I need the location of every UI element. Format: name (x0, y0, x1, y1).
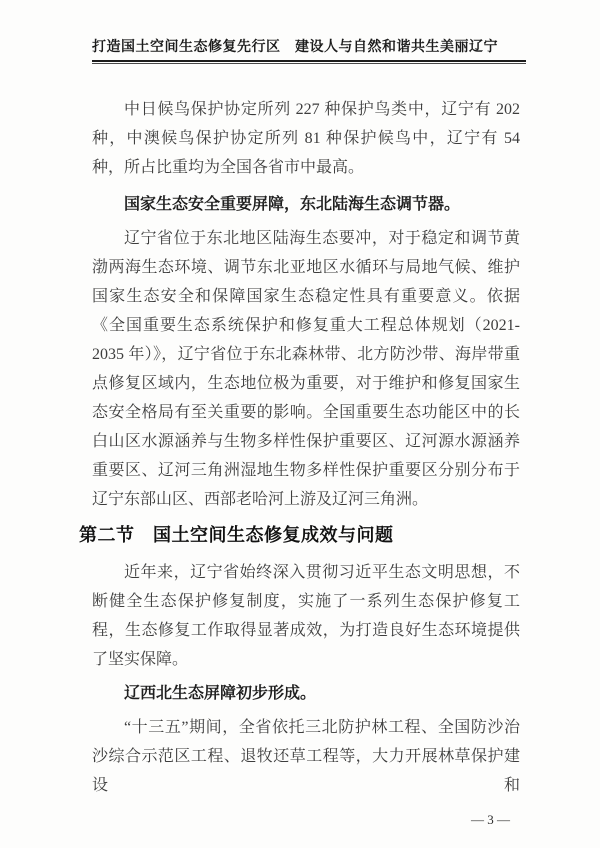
paragraph-recent-years-achievements: 近年来，辽宁省始终深入贯彻习近平生态文明思想，不断健全生态保护修复制度，实施了一系列生态保护修复工程，生态修复工作取得显著成效，为打造良好生态环境提供了坚实保障。 (92, 564, 520, 668)
running-header-title: 打造国土空间生态修复先行区 建设人与自然和谐共生美丽辽宁 (92, 38, 498, 54)
header-rule-thin-line (92, 63, 526, 64)
paragraph-migratory-birds: 中日候鸟保护协定所列 227 种保护鸟类中，辽宁有 202 种，中澳候鸟保护协定所列 81 种保护候鸟中，辽宁有 54 种，所占比重均为全国各省市中最高。 (92, 101, 520, 176)
page-number: — 3 — (471, 812, 510, 827)
subhead-national-ecological-security-barrier: 国家生态安全重要屏障，东北陆海生态调节器。 (124, 196, 461, 213)
header-rule-thick-line (92, 60, 526, 62)
paragraph-ecological-position: 辽宁省位于东北地区陆海生态要冲，对于稳定和调节黄渤两海生态环境、调节东北亚地区水循环与局地气候、维护国家生态安全和保障国家生态稳定性具有重要意义。依据《全国重要生态系统保护和修复重大工程总体规划（2021-2035 年）》，辽宁省位于东北森林带、北方防沙带、海岸带重点修复区域内，生态地位极为重要，对于维护和修复国家生态安全格局有至关重要的影响。全国重要生态功能区中的长白山区水源涵养与生物多样性保护重要区、辽河源水源涵养重要区、辽河三角洲湿地生物多样性保护重要区分别分布于辽宁东部山区、西部老哈河上游及辽河三角洲。 (92, 230, 520, 508)
header-double-rule (92, 60, 526, 64)
paragraph-13th-five-year-plan: “十三五”期间，全省依托三北防护林工程、全国防沙治沙综合示范区工程、退牧还草工程等，大力开展林草保护建设和 (92, 719, 520, 794)
section-heading-section-2: 第二节 国土空间生态修复成效与问题 (79, 525, 394, 545)
subhead-liaoxibei-ecological-barrier: 辽西北生态屏障初步形成。 (124, 685, 317, 702)
